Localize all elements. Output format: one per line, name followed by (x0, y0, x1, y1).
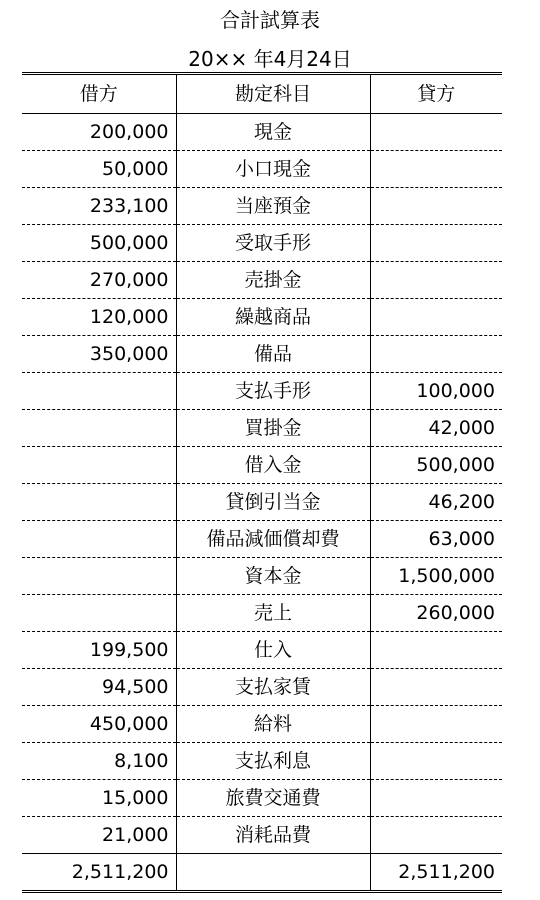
credit-cell (370, 225, 502, 262)
debit-cell: 120,000 (22, 299, 176, 336)
debit-cell: 500,000 (22, 225, 176, 262)
header-credit: 貸方 (370, 74, 502, 114)
debit-cell: 21,000 (22, 817, 176, 854)
header-account: 勘定科目 (176, 74, 370, 114)
debit-cell: 233,100 (22, 188, 176, 225)
debit-cell: 15,000 (22, 780, 176, 817)
account-cell: 旅費交通費 (176, 780, 370, 817)
account-cell: 受取手形 (176, 225, 370, 262)
debit-cell: 199,500 (22, 632, 176, 669)
table-row (22, 780, 502, 817)
credit-cell: 1,500,000 (370, 558, 502, 595)
account-cell: 支払利息 (176, 743, 370, 780)
table-row (22, 632, 502, 669)
table-row (22, 447, 502, 484)
account-cell: 当座預金 (176, 188, 370, 225)
account-cell: 資本金 (176, 558, 370, 595)
table-row (22, 262, 502, 299)
debit-cell (22, 595, 176, 632)
credit-cell (370, 669, 502, 706)
account-cell: 小口現金 (176, 151, 370, 188)
credit-cell (370, 188, 502, 225)
table-row (22, 299, 502, 336)
credit-cell: 260,000 (370, 595, 502, 632)
table-row (22, 558, 502, 595)
table-row (22, 484, 502, 521)
debit-cell: 94,500 (22, 669, 176, 706)
credit-cell: 100,000 (370, 373, 502, 410)
account-cell: 売上 (176, 595, 370, 632)
debit-cell: 450,000 (22, 706, 176, 743)
debit-cell (22, 484, 176, 521)
debit-cell: 200,000 (22, 114, 176, 151)
account-cell: 支払手形 (176, 373, 370, 410)
total-row (22, 854, 502, 892)
debit-cell (22, 447, 176, 484)
account-cell: 備品減価償却費 (176, 521, 370, 558)
debit-cell (22, 373, 176, 410)
credit-cell (370, 299, 502, 336)
credit-cell (370, 262, 502, 299)
account-cell: 支払家賃 (176, 669, 370, 706)
table-row (22, 706, 502, 743)
trial-balance-table (22, 72, 502, 893)
account-cell: 給料 (176, 706, 370, 743)
debit-cell (22, 521, 176, 558)
credit-cell (370, 780, 502, 817)
debit-cell (22, 558, 176, 595)
credit-cell (370, 743, 502, 780)
table-row (22, 114, 502, 151)
table-row (22, 410, 502, 447)
debit-cell: 270,000 (22, 262, 176, 299)
credit-cell (370, 706, 502, 743)
table-row (22, 188, 502, 225)
total-debit: 2,511,200 (22, 854, 176, 892)
table-row (22, 521, 502, 558)
header-debit: 借方 (22, 74, 176, 114)
account-cell: 買掛金 (176, 410, 370, 447)
table-row (22, 225, 502, 262)
account-cell: 借入金 (176, 447, 370, 484)
credit-cell: 63,000 (370, 521, 502, 558)
table-row (22, 373, 502, 410)
table-row (22, 151, 502, 188)
credit-cell: 500,000 (370, 447, 502, 484)
table-row (22, 595, 502, 632)
account-cell: 売掛金 (176, 262, 370, 299)
credit-cell: 42,000 (370, 410, 502, 447)
table-row (22, 817, 502, 854)
total-credit: 2,511,200 (370, 854, 502, 892)
table-row (22, 743, 502, 780)
account-cell: 備品 (176, 336, 370, 373)
credit-cell (370, 817, 502, 854)
credit-cell (370, 151, 502, 188)
document-date: 20×× 年4月24日 (188, 47, 352, 71)
debit-cell: 50,000 (22, 151, 176, 188)
credit-cell: 46,200 (370, 484, 502, 521)
account-cell: 貸倒引当金 (176, 484, 370, 521)
credit-cell (370, 632, 502, 669)
document-title: 合計試算表 (220, 8, 320, 32)
table-row (22, 669, 502, 706)
credit-cell (370, 336, 502, 373)
account-cell: 現金 (176, 114, 370, 151)
debit-cell: 8,100 (22, 743, 176, 780)
account-cell: 消耗品費 (176, 817, 370, 854)
account-cell: 繰越商品 (176, 299, 370, 336)
account-cell: 仕入 (176, 632, 370, 669)
table-header-row (22, 74, 502, 114)
table-row (22, 336, 502, 373)
debit-cell (22, 410, 176, 447)
debit-cell: 350,000 (22, 336, 176, 373)
credit-cell (370, 114, 502, 151)
total-account (176, 854, 370, 892)
